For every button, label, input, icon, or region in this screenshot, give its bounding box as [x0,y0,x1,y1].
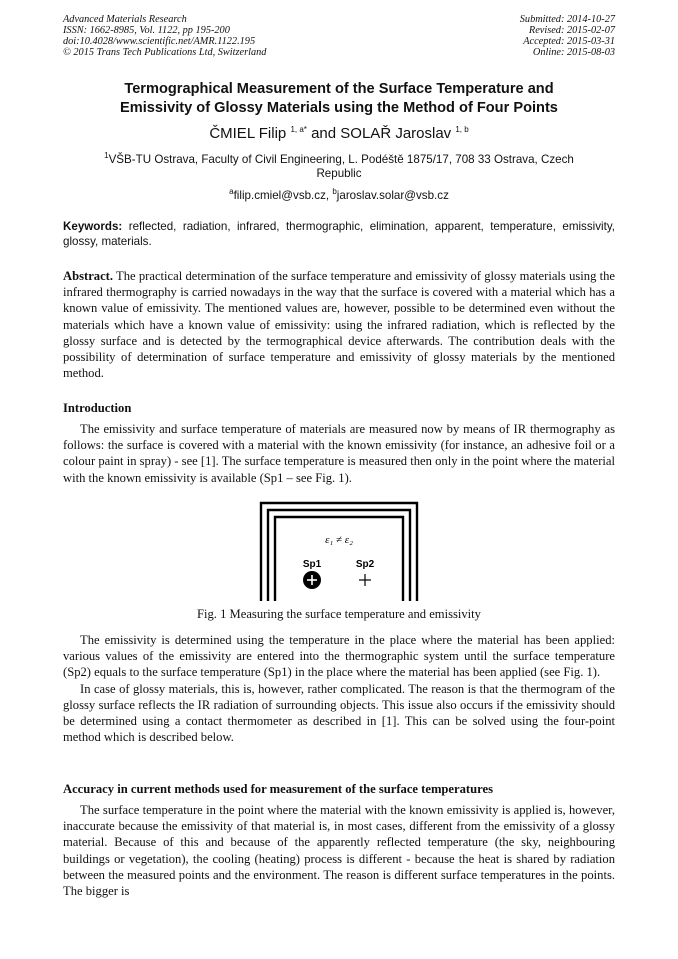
keywords-text: reflected, radiation, infrared, thermographic, elimination, apparent, temperature, emissivity, glossy, materials. [63,220,615,248]
author-1: ČMIEL Filip [209,125,287,142]
affiliation-text: VŠB-TU Ostrava, Faculty of Civil Engineering, L. Podéště 1875/17, 708 33 Ostrava, Czech Republic [108,152,574,180]
keywords-label: Keywords: [63,220,123,233]
accuracy-heading: Accuracy in current methods used for measurement of the surface temperatures [63,782,493,796]
date-revised: Revised: 2015-02-07 [528,25,615,36]
figure-1-caption: Fig. 1 Measuring the surface temperature and emissivity [197,607,481,621]
author-1-sup: 1, a* [290,125,307,134]
email-a-sup: a [229,187,234,196]
introduction-heading: Introduction [63,401,132,415]
figure-frame [261,503,417,601]
intro-p3-text: In case of glossy materials, this is, however, rather complicated. The reason is that the thermogram of the glossy surface reflects the IR radiation of surrounding objects. This issue also occurs if the emissivity should be determined using a contact thermometer as described in [1]. This can be solved using the four-point method which is described below. [63,681,615,745]
intro-p2-text: The emissivity is determined using the temperature in the place where the material has been applied: various values of the emissivity are entered into the thermographic system until the surface temperature (Sp2) equals to the surface temperature (Sp1) in the place where the material has been applied (see Fig. 1). [63,633,615,680]
email-a[interactable]: filip.cmiel@vsb.cz, [233,188,330,202]
emails [63,185,615,203]
sp1-label: Sp1 [302,559,322,570]
dates-header [520,14,615,58]
abstract [63,268,615,381]
date-online: Online: 2015-08-03 [532,47,615,58]
figure-1 [259,501,419,601]
affiliation [83,149,595,181]
accuracy-p1-text: The surface temperature in the point where the material with the known emissivity is applied is, however, inaccurate because the emissivity of that material is, in most cases, different from the emissivity of a glossy material. Because of this and because of the apparently reflected temperature (the sky, neighbouring buildings or vegetation), the cooling (heating) process is different - because the heat is shared by radiation between the measured points and the environment. The reason is different surface temperatures in the points. The bigger is [63,803,615,899]
introduction-paragraph-1 [63,421,615,486]
date-submitted: Submitted: 2014-10-27 [519,14,615,25]
keywords [63,219,615,249]
abstract-label: Abstract. [63,269,114,283]
accuracy-paragraph-1 [63,802,615,899]
sp2-label: Sp2 [355,559,375,570]
authors [63,120,615,144]
journal-name: Advanced Materials Research [63,14,187,25]
email-b-sup: b [332,187,337,196]
sp1-marker-icon [303,571,321,589]
abstract-text: The practical determination of the surface temperature and emissivity of glossy materials using the infrared thermography is carried nowadays in the way that the surface is covered with a material which has a known value of emissivity. The mentioned values are, however, possible to be determined even without the materials which have a known value of emissivity: using the infrared radiation, which is reflected by the glossy surface and is detected by the termographical device afterwards. The contribution deals with the possibility of determination of surface temperature and emissivity of glossy materials by the mentioned method. [63,269,616,381]
email-b[interactable]: jaroslav.solar@vsb.cz [336,188,449,202]
paper-title [63,80,615,118]
journal-header [63,14,266,58]
journal-issn: ISSN: 1662-8985, Vol. 1122, pp 195-200 [63,25,230,36]
authors-and: and [311,125,337,142]
affiliation-sup: 1 [104,151,109,160]
title-line-2: Emissivity of Glossy Materials using the Method of Four Points [120,100,558,116]
author-2-sup: 1, b [455,125,469,134]
introduction-paragraphs-2-3 [63,632,615,745]
author-2: SOLAŘ Jaroslav [340,125,452,142]
journal-doi: doi:10.4028/www.scientific.net/AMR.1122.195 [63,36,256,47]
title-line-1: Termographical Measurement of the Surface Temperature and [124,81,554,97]
intro-p1-text: The emissivity and surface temperature of materials are measured now by means of IR thermography as follows: the surface is covered with a material with the known emissivity (for instance, an adhesive foil or a colour paint in spray) - see [1]. The surface temperature is measured then only in the point where the material with the known emissivity is available (Sp1 – see Fig. 1). [63,422,615,485]
emissivity-formula: ε₁ ≠ ε₂ [325,534,353,546]
journal-copyright: © 2015 Trans Tech Publications Ltd, Switzerland [63,47,267,58]
sp2-marker-icon [359,574,371,586]
date-accepted: Accepted: 2015-03-31 [523,36,615,47]
